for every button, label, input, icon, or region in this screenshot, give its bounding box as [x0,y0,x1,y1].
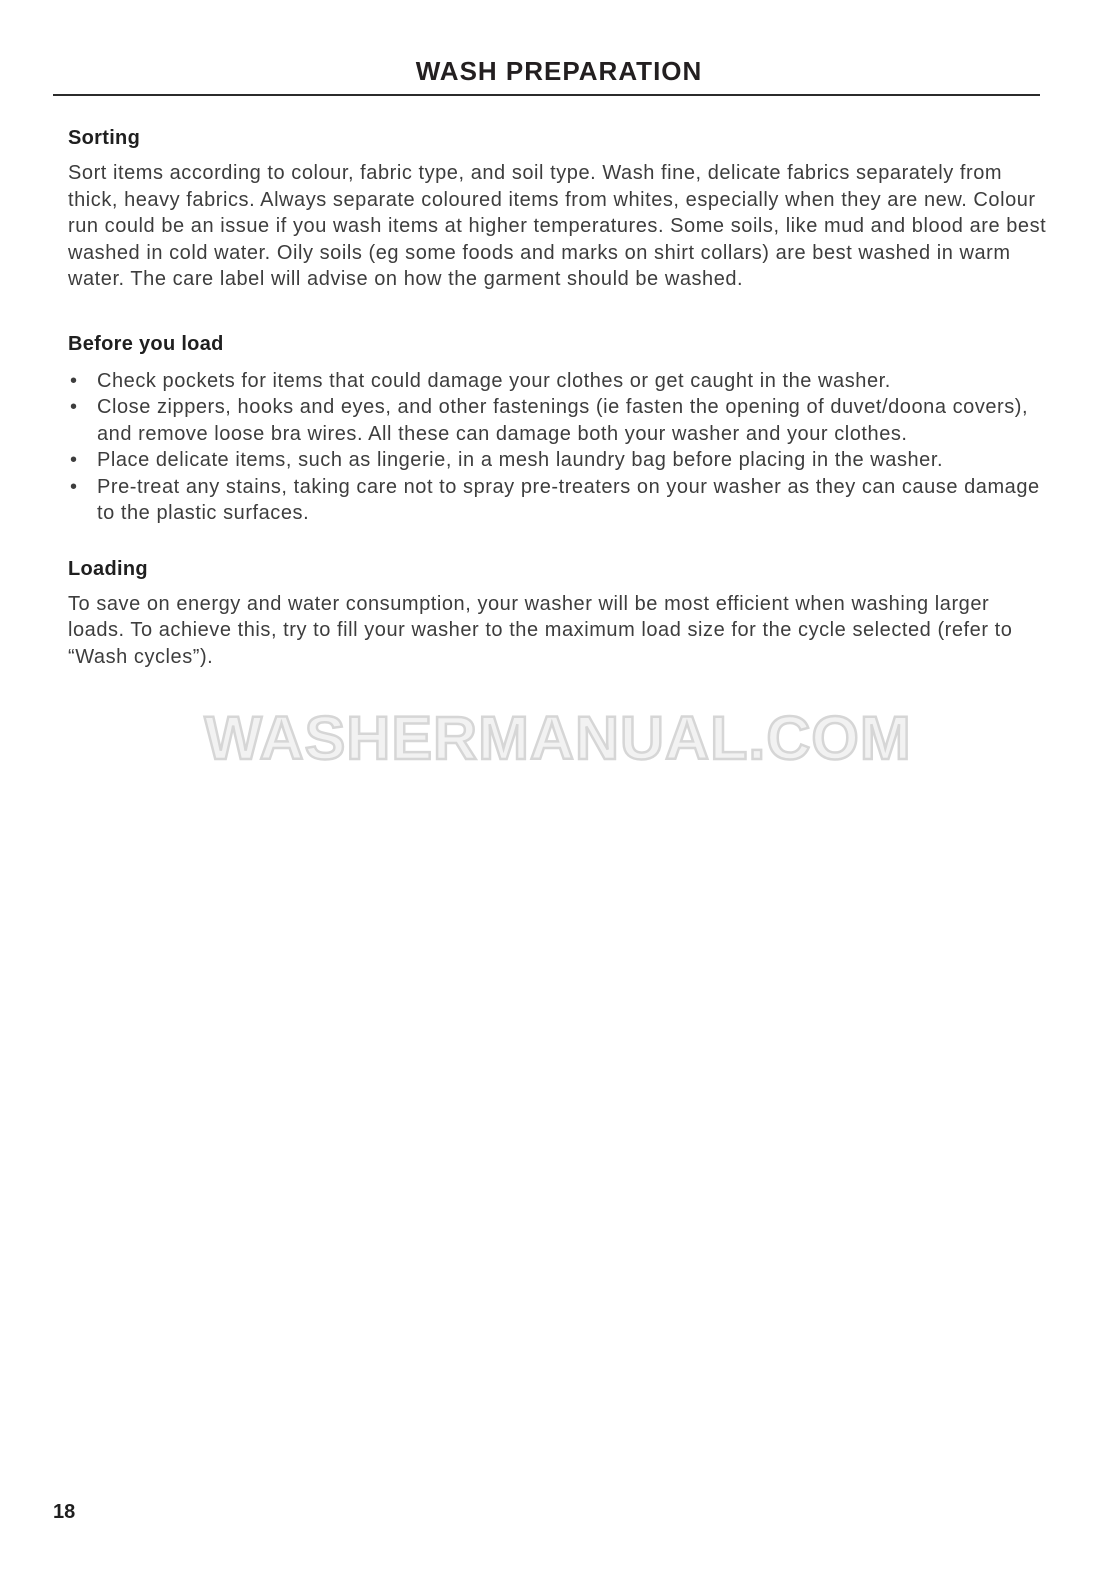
bullet-icon: • [70,449,78,471]
header-divider [53,94,1040,96]
section-loading [68,559,1048,671]
list-item-text: Pre-treat any stains, taking care not to spray pre-treaters on your washer as they can cause damage to the plastic surfaces. [97,475,1040,524]
list-item-text: Close zippers, hooks and eyes, and other fastenings (ie fasten the opening of duvet/doona covers), and remove loose bra wires. All these can damage both your washer and your clothes. [97,396,1029,445]
before-you-load-list [68,368,1048,527]
sorting-heading: Sorting [68,127,141,149]
list-item [68,447,1048,474]
list-item [68,394,1048,447]
sorting-paragraph: Sort items according to colour, fabric type, and soil type. Wash fine, delicate fabrics separately from thick, heavy fabrics. Always separate coloured items from whites, especially when they are new. Colour run could be an issue if you wash items at higher temperatures. Some soils, like mud and blood are best washed in cold water. Oily soils (eg some foods and marks on shirt collars) are best washed in warm water. The care label will advise on how the garment should be washed. [68,162,1047,290]
loading-heading: Loading [68,557,148,580]
page-number: 18 [53,1501,76,1523]
bullet-icon: • [70,396,78,418]
page-header [0,0,1118,86]
bullet-icon: • [70,475,78,498]
page-content [68,127,1048,772]
section-sorting [68,128,1048,293]
loading-paragraph: To save on energy and water consumption, your washer will be most efficient when washing larger loads. To achieve this, try to fill your washer to the maximum load size for the cycle selected (refer to “Wash cycles”). [68,592,1013,668]
section-before-you-load [68,334,1048,527]
list-item-text: Place delicate items, such as lingerie, in a mesh laundry bag before placing in the washer. [97,449,944,471]
list-item-text: Check pockets for items that could damage your clothes or get caught in the washer. [97,369,891,392]
watermark: WASHERMANUAL.COM [204,704,912,772]
bullet-icon: • [70,369,78,392]
list-item [68,368,1048,395]
page-title: WASH PREPARATION [415,56,703,86]
before-you-load-heading: Before you load [68,332,224,355]
list-item [68,474,1048,527]
